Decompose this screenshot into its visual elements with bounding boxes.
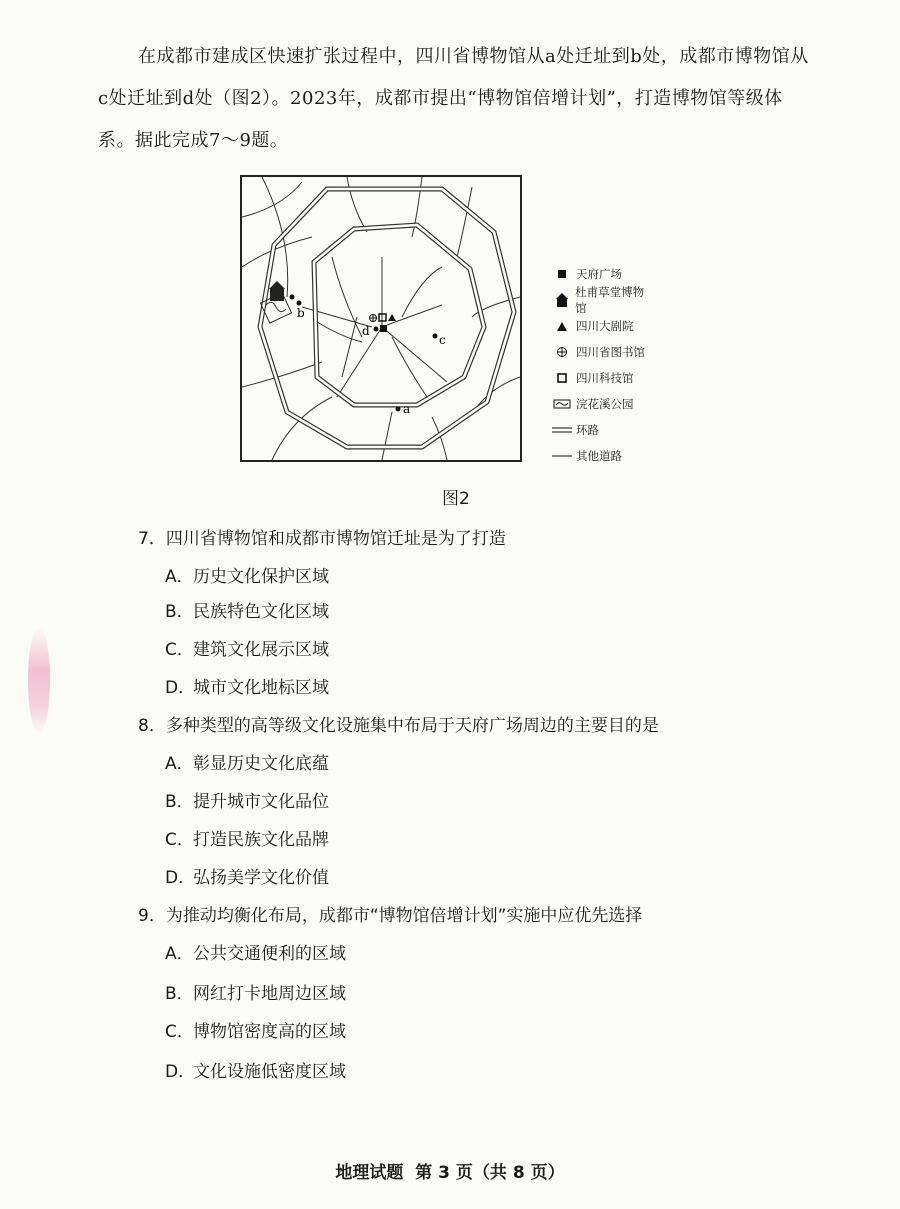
legend-label: 天府广场: [576, 267, 622, 281]
road: [382, 412, 392, 460]
point-d-marker: [374, 327, 379, 332]
point-b-label: b: [297, 306, 305, 320]
map-frame: [240, 175, 522, 462]
page-footer: 地理试题 第 3 页（共 8 页）: [335, 1163, 565, 1183]
option-text: 博物馆密度高的区域: [193, 1022, 346, 1042]
figure-caption: 图2: [442, 489, 470, 509]
road: [342, 317, 357, 377]
map-legend: [552, 261, 652, 469]
road: [337, 327, 382, 397]
option-letter: D．: [165, 868, 196, 888]
option-text: 历史文化保护区域: [193, 567, 329, 587]
question-7-stem: 7．四川省博物馆和成都市博物馆迁址是为了打造: [138, 529, 506, 549]
option-text: 提升城市文化品位: [193, 792, 329, 812]
option-text: 网红打卡地周边区域: [193, 984, 346, 1004]
option-text: 彰显历史文化底蕴: [193, 754, 329, 774]
map-figure-2: [240, 175, 645, 465]
option-text: 建筑文化展示区域: [193, 640, 329, 660]
hollow-square-icon: [552, 371, 572, 385]
triangle-icon: [552, 319, 572, 333]
legend-item: [552, 313, 652, 339]
question-7-option-a[interactable]: [165, 562, 329, 587]
option-letter: A．: [165, 567, 194, 587]
option-text: 文化设施低密度区域: [193, 1062, 346, 1082]
legend-label: 四川省图书馆: [576, 345, 645, 359]
point-c-label: c: [439, 333, 446, 347]
question-9-option-c[interactable]: [165, 1017, 346, 1042]
road: [392, 337, 427, 397]
road: [457, 187, 472, 257]
single-line-icon: [552, 449, 572, 463]
legend-item: [552, 391, 652, 417]
intro-paragraph: 在成都市建成区快速扩张过程中，四川省博物馆从a处迁址到b处，成都市博物馆从c处迁址到d处（图2）。2023年，成都市提出“博物馆倍增计划”，打造博物馆等级体系。据此完成7～9题。: [98, 46, 809, 151]
road: [387, 305, 442, 325]
option-letter: D．: [165, 1062, 196, 1082]
road: [272, 397, 332, 460]
option-letter: B．: [165, 792, 194, 812]
filled-square-icon: [552, 267, 572, 281]
road: [347, 177, 367, 232]
circle-plus-icon: [552, 345, 572, 359]
point-a-marker: [396, 407, 401, 412]
option-text: 城市文化地标区域: [193, 678, 329, 698]
triangle-icon: [388, 314, 396, 321]
point-a-label: a: [403, 402, 411, 416]
question-8-option-b[interactable]: [165, 787, 329, 812]
legend-label: 环路: [576, 423, 599, 437]
legend-item: [552, 339, 652, 365]
question-7-option-d[interactable]: [165, 673, 329, 698]
point-b-marker: [290, 295, 295, 300]
road: [402, 267, 442, 317]
legend-label: 四川科技馆: [576, 371, 634, 385]
legend-item: [552, 365, 652, 391]
museum-building-icon: [552, 293, 571, 307]
road: [242, 362, 322, 387]
legend-label: 杜甫草堂博物馆: [575, 285, 645, 315]
question-9-option-b[interactable]: [165, 979, 346, 1004]
option-text: 民族特色文化区域: [193, 602, 329, 622]
option-letter: D．: [165, 678, 196, 698]
option-letter: C．: [165, 640, 194, 660]
point-c-marker: [433, 334, 438, 339]
question-9-option-d[interactable]: [165, 1057, 346, 1082]
question-8-option-a[interactable]: [165, 749, 329, 774]
option-letter: C．: [165, 1022, 194, 1042]
option-letter: B．: [165, 602, 194, 622]
filled-square-icon: [380, 325, 387, 332]
question-9-option-a[interactable]: [165, 939, 346, 964]
museum-building-icon: [269, 281, 285, 301]
question-8-stem: 8．多种类型的高等级文化设施集中布局于天府广场周边的主要目的是: [138, 716, 659, 736]
point-d-label: d: [362, 324, 370, 338]
option-letter: C．: [165, 830, 194, 850]
option-text: 打造民族文化品牌: [193, 830, 329, 850]
question-7-option-b[interactable]: [165, 597, 329, 622]
park-icon: [552, 397, 572, 411]
option-letter: A．: [165, 944, 194, 964]
question-8-option-d[interactable]: [165, 863, 329, 888]
option-letter: A．: [165, 754, 194, 774]
paper-smudge: [28, 628, 50, 733]
option-text: 公共交通便利的区域: [193, 944, 346, 964]
legend-label: 四川大剧院: [576, 319, 634, 333]
legend-label: 浣花溪公园: [576, 397, 634, 411]
road: [332, 257, 362, 337]
legend-label: 其他道路: [576, 449, 622, 463]
chengdu-map: [242, 177, 520, 460]
option-text: 弘扬美学文化价值: [193, 868, 329, 888]
question-8-option-c[interactable]: [165, 825, 329, 850]
legend-item: [552, 417, 652, 443]
question-7-option-c[interactable]: [165, 635, 329, 660]
question-9-stem: 9．为推动均衡化布局，成都市“博物馆倍增计划”实施中应优先选择: [138, 906, 643, 926]
option-letter: B．: [165, 984, 194, 1004]
legend-item: [552, 443, 652, 469]
double-line-icon: [552, 423, 572, 437]
legend-item: [552, 287, 652, 313]
